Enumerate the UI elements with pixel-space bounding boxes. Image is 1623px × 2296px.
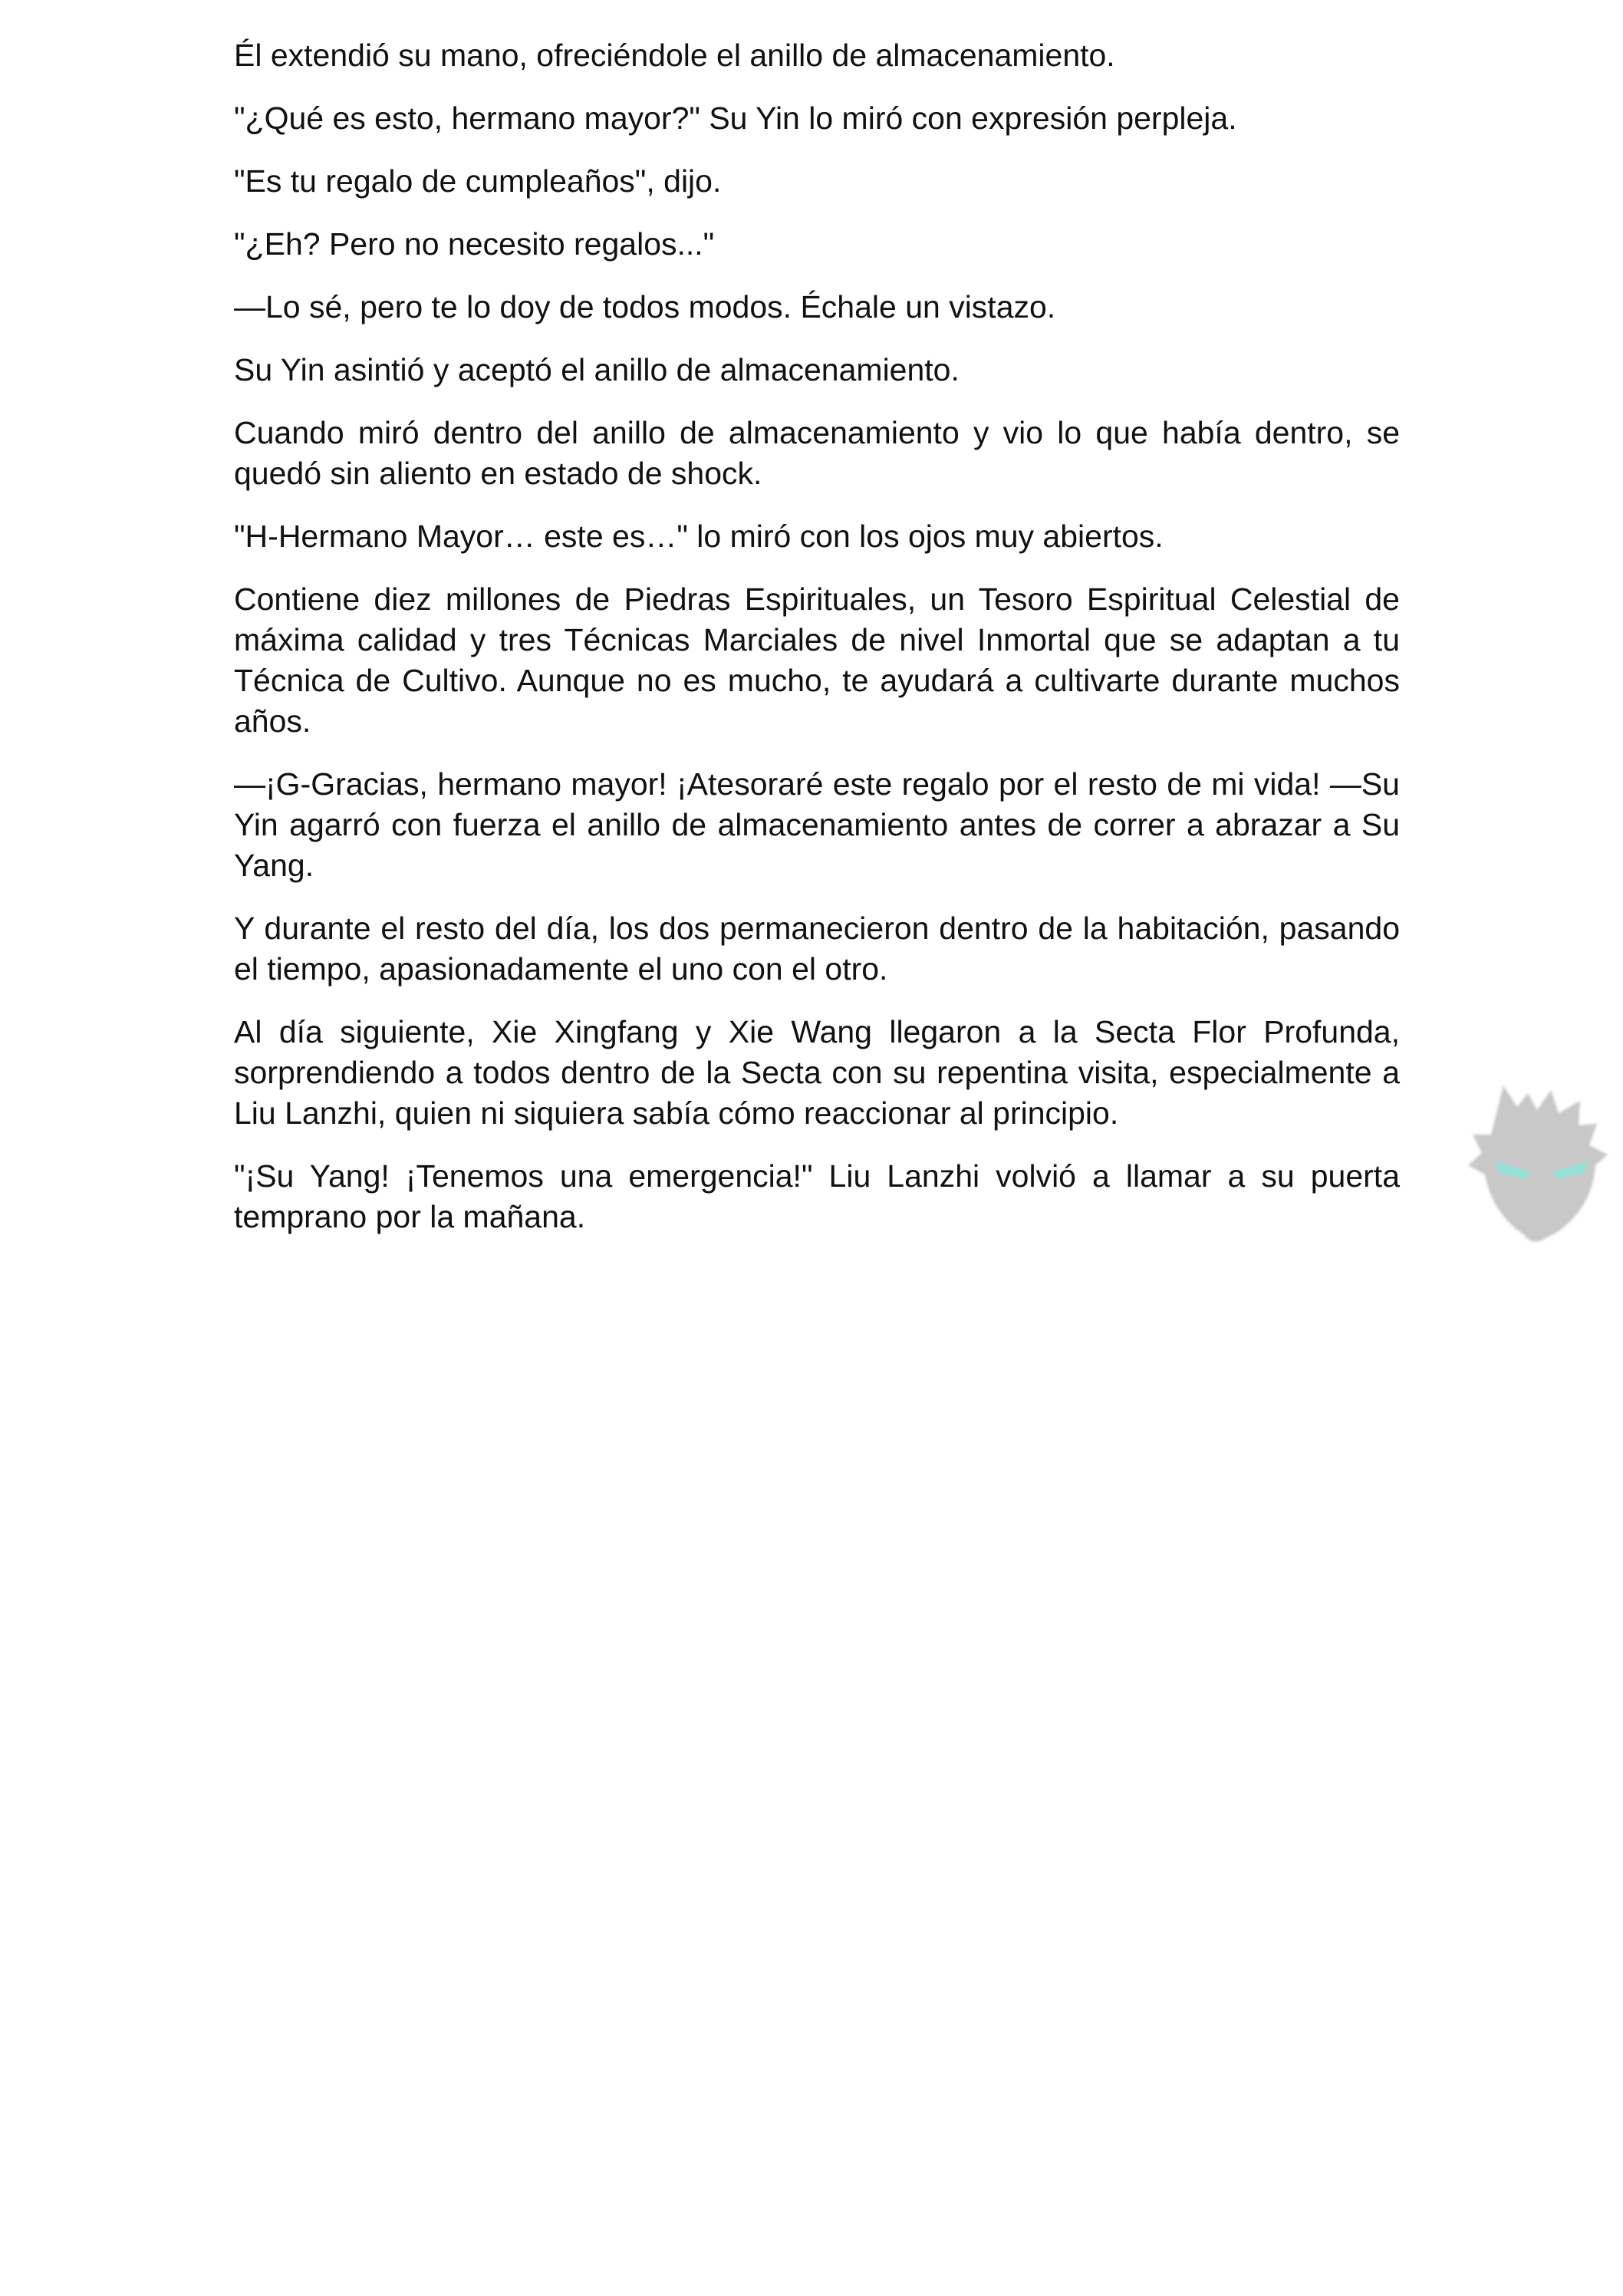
paragraph: "Es tu regalo de cumpleaños", dijo. <box>234 163 722 199</box>
paragraph: "¿Qué es esto, hermano mayor?" Su Yin lo miró con expresión perpleja. <box>234 100 1237 136</box>
paragraph: —¡G-Gracias, hermano mayor! ¡Atesoraré este regalo por el resto de mi vida! —Su Yin agarró con fuerza el anillo de almacenamiento antes de correr a abrazar a Su Yang. <box>234 766 1400 883</box>
paragraph: Su Yin asintió y aceptó el anillo de almacenamiento. <box>234 352 960 387</box>
body-text <box>234 35 1400 1260</box>
paragraph: Él extendió su mano, ofreciéndole el anillo de almacenamiento. <box>234 38 1115 73</box>
paragraph: Y durante el resto del día, los dos permanecieron dentro de la habitación, pasando el tiempo, apasionadamente el uno con el otro. <box>234 911 1400 987</box>
paragraph: "H-Hermano Mayor… este es…" lo miró con los ojos muy abiertos. <box>234 519 1164 554</box>
paragraph: Cuando miró dentro del anillo de almacenamiento y vio lo que había dentro, se quedó sin aliento en estado de shock. <box>234 415 1400 491</box>
paragraph: Contiene diez millones de Piedras Espirituales, un Tesoro Espiritual Celestial de máxima calidad y tres Técnicas Marciales de nivel Inmortal que se adaptan a tu Técnica de Cultivo. Aunque no es mucho, te ayudará a cultivarte durante muchos años. <box>234 581 1400 739</box>
paragraph: Al día siguiente, Xie Xingfang y Xie Wang llegaron a la Secta Flor Profunda, sorprendiendo a todos dentro de la Secta con su repentina visita, especialmente a Liu Lanzhi, quien ni siquiera sabía cómo reaccionar al principio. <box>234 1014 1400 1131</box>
paragraph: "¡Su Yang! ¡Tenemos una emergencia!" Liu Lanzhi volvió a llamar a su puerta temprano por la mañana. <box>234 1158 1400 1234</box>
demon-head-icon <box>1457 1070 1618 1247</box>
paragraph: "¿Eh? Pero no necesito regalos..." <box>234 226 715 262</box>
paragraph: —Lo sé, pero te lo doy de todos modos. Échale un vistazo. <box>234 289 1056 324</box>
